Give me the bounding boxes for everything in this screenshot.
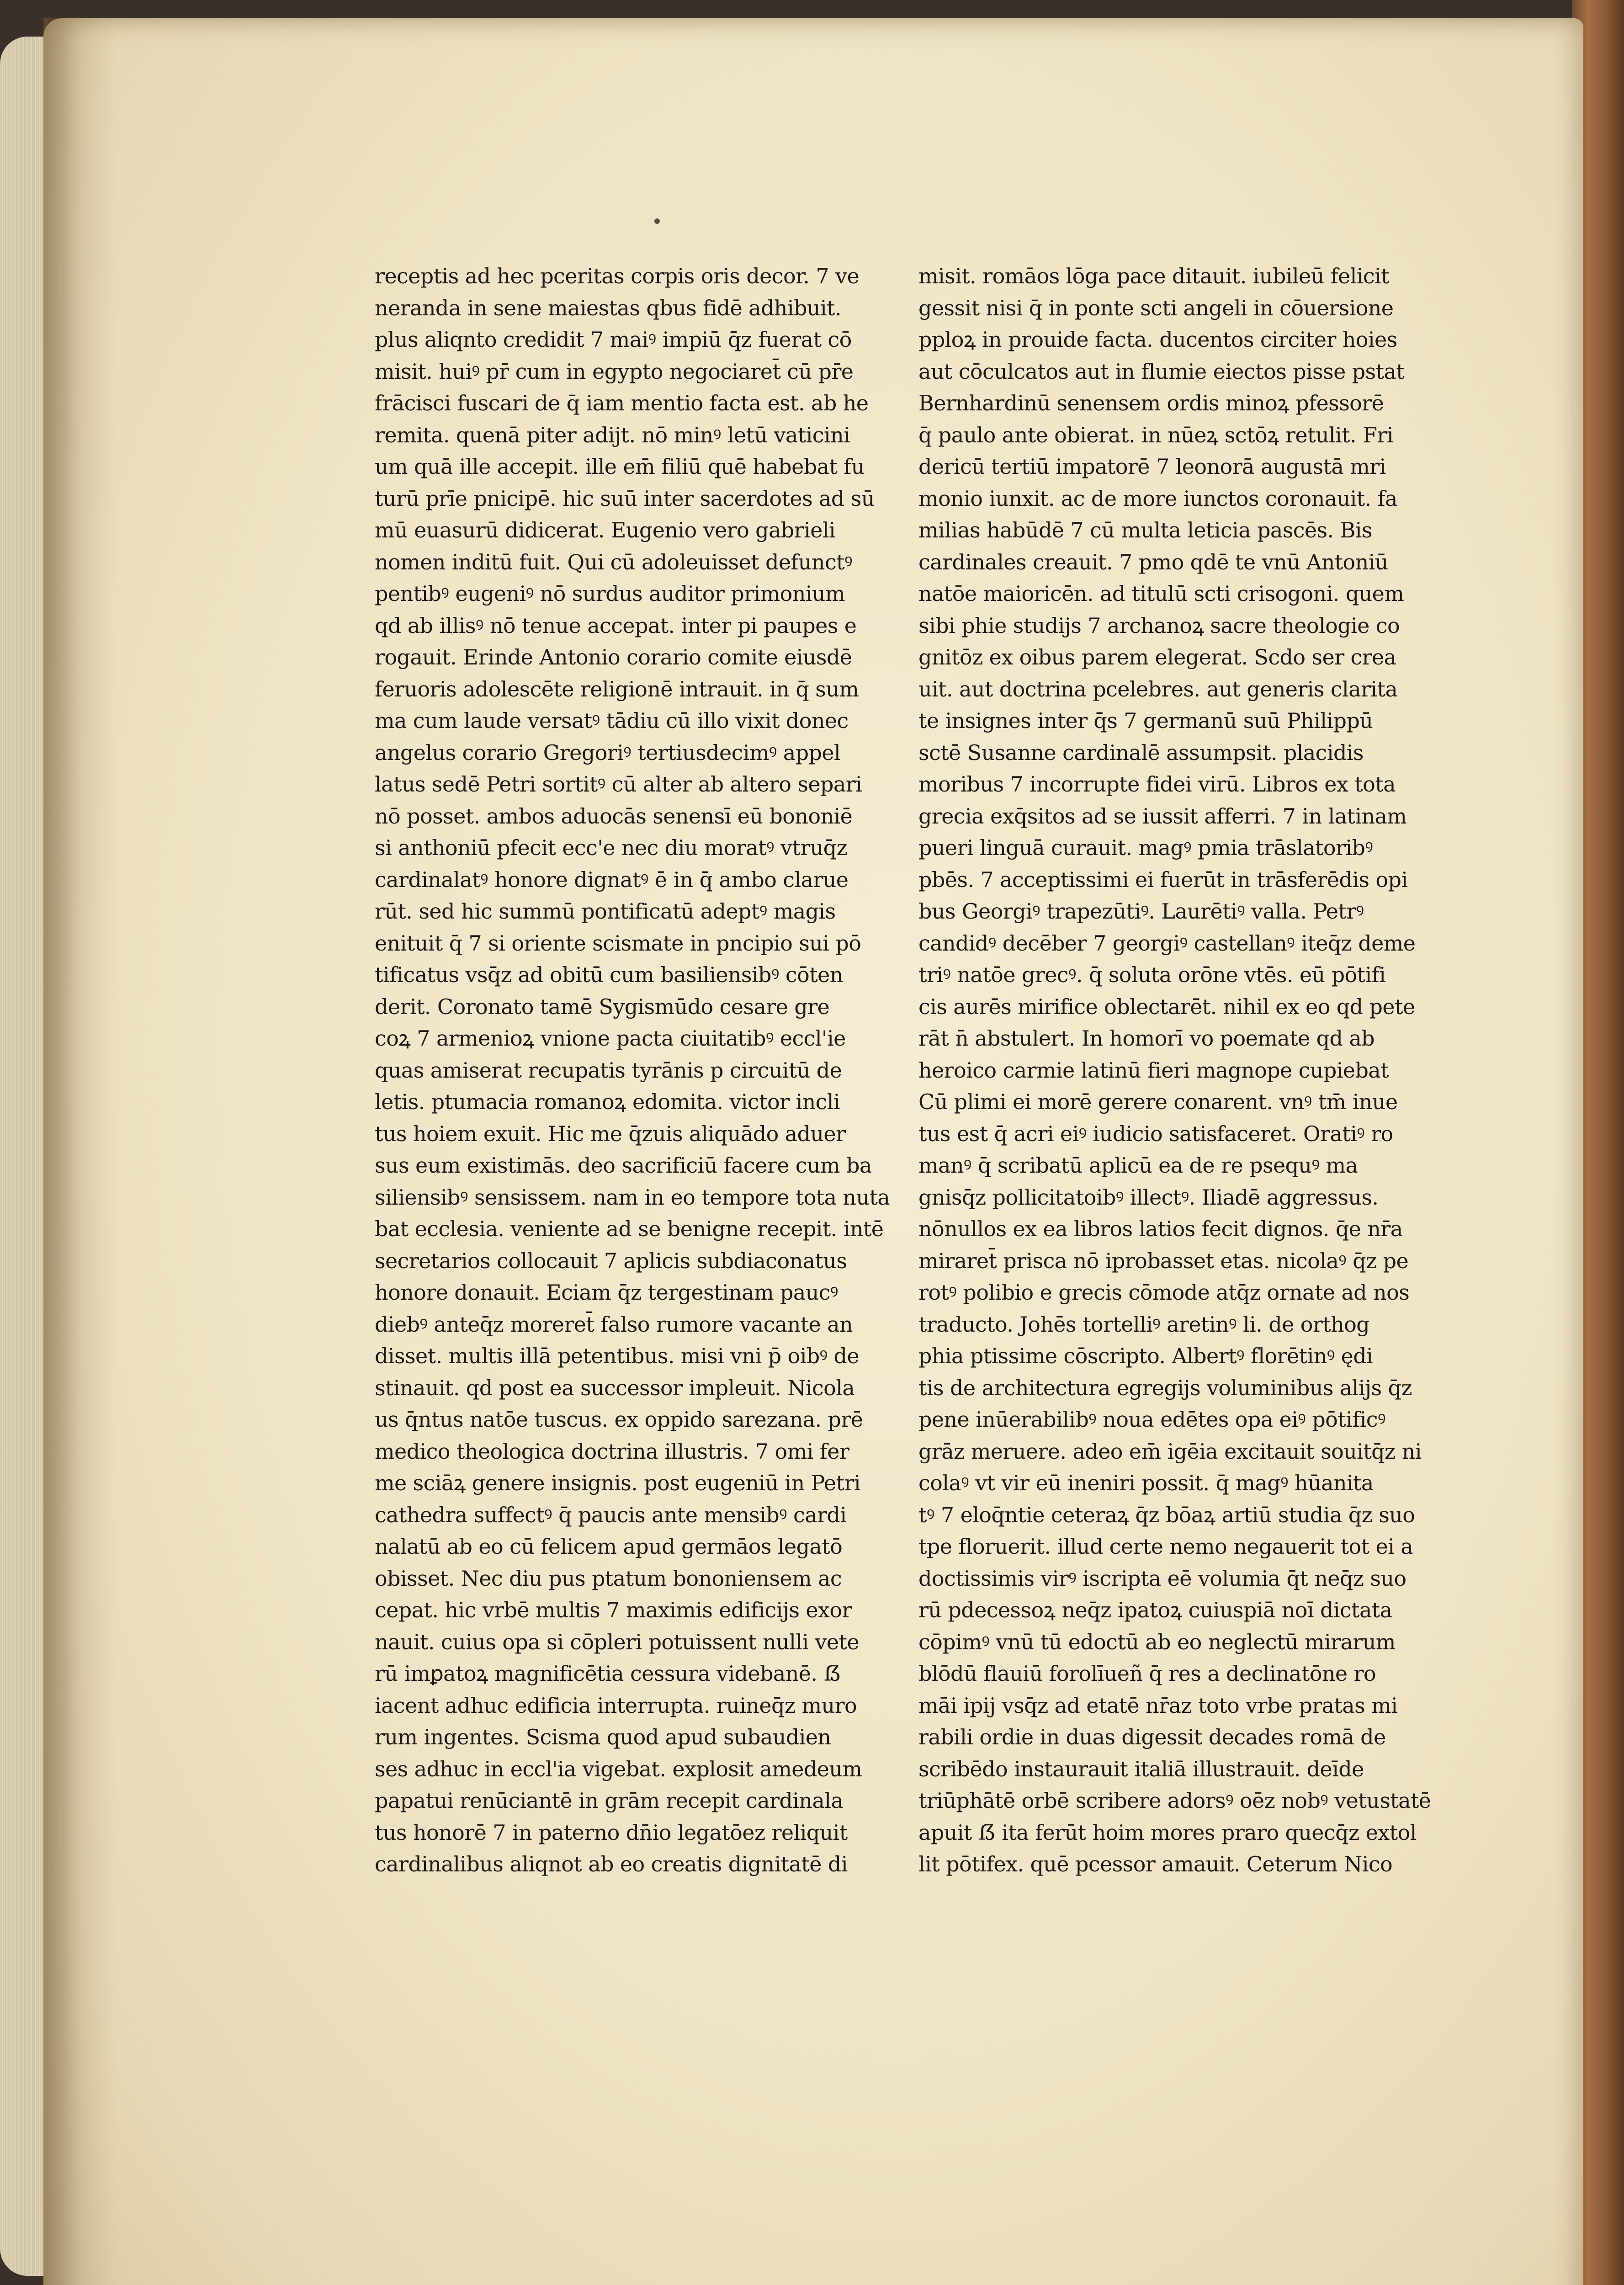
text-line: cardinalatꝰ honore dignatꝰ ē in q̄ ambo clarue <box>375 867 849 892</box>
text-line: dericū tertiū impatorē 7 leonorā augustā mri <box>918 454 1386 479</box>
text-line: pueri linguā curauit. magꝰ pmia trāslatoribꝰ <box>918 835 1373 860</box>
text-line: cardinalibus aliqnot ab eo creatis dignitatē di <box>375 1852 848 1876</box>
text-line: miraret̄ prisca nō iprobasset etas. nicolaꝰ q̄z pe <box>918 1248 1409 1273</box>
text-line: coꝝ 7 armenioꝝ vnione pacta ciuitatibꝰ eccl'ie <box>375 1026 846 1051</box>
text-line: rūt. sed hic summū pontificatū adeptꝰ magis <box>375 899 836 924</box>
text-line: tificatus vsq̄z ad obitū cum basiliensibꝰ cōten <box>375 962 843 987</box>
text-line: triꝰ natōe grecꝰ. q̄ soluta orōne vtēs. eū pōtifi <box>918 962 1386 987</box>
text-column-right <box>918 260 1458 1881</box>
text-line: mū euasurū didicerat. Eugenio vero gabrieli <box>375 518 835 542</box>
text-line: māi ipij vsq̄z ad etatē nr̄az toto vrbe pratas mi <box>918 1693 1398 1718</box>
text-line: uit. aut doctrina pcelebres. aut generis clarita <box>918 676 1398 701</box>
text-line: doctissimis virꝰ iscripta eē volumia q̄t neq̄z suo <box>918 1566 1406 1591</box>
text-line: rotꝰ polibio e grecis cōmode atq̄z ornate ad nos <box>918 1280 1410 1305</box>
text-line: misit. romāos lōga pace ditauit. iubileū felicit <box>918 264 1390 288</box>
text-line: nōnullos ex ea libros latios fecit dignos. q̄e nr̄a <box>918 1217 1403 1241</box>
text-line: neranda in sene maiestas qbus fidē adhibuit. <box>375 295 841 320</box>
text-line: cōpimꝰ vnū tū edoctū ab eo neglectū mirarum <box>918 1629 1396 1654</box>
text-line: colaꝰ vt vir eū ineniri possit. q̄ magꝰ hūanita <box>918 1471 1374 1495</box>
text-line: sctē Susanne cardinalē assumpsit. placidis <box>918 740 1364 765</box>
text-line: phia ptissime cōscripto. Albertꝰ florētinꝰ ędi <box>918 1344 1373 1368</box>
text-line: turū prīe pnicipē. hic suū inter sacerdotes ad sū <box>375 486 875 511</box>
text-line: q̄ paulo ante obierat. in nūeꝝ sctōꝝ retulit. Fri <box>918 422 1393 447</box>
text-line: cis aurēs mirifice oblectarēt. nihil ex eo qd pete <box>918 994 1415 1019</box>
text-line: sibi phie studijs 7 archanoꝝ sacre theologie co <box>918 613 1400 638</box>
text-line: pbēs. 7 acceptissimi ei fuerūt in trāsferēdis opi <box>918 867 1408 892</box>
text-line: iacent adhuc edificia interrupta. ruineq̄z muro <box>375 1693 857 1718</box>
text-line: papatui renūciantē in grām recepit cardinala <box>375 1788 844 1813</box>
text-line: qd ab illisꝰ nō tenue accepat. inter pi paupes e <box>375 613 857 638</box>
text-line: rāt n̄ abstulert. In homorī vo poemate qd ab <box>918 1026 1375 1051</box>
text-line: tus honorē 7 in paterno dn̄io legatōez reliquit <box>375 1820 848 1845</box>
text-line: traducto. Johēs tortelliꝰ aretinꝰ li. de orthog <box>918 1312 1370 1337</box>
text-line: cathedra suffectꝰ q̄ paucis ante mensibꝰ cardi <box>375 1502 847 1527</box>
text-line: te insignes inter q̄s 7 germanū suū Philippū <box>918 708 1373 733</box>
text-line: ses adhuc in eccl'ia vigebat. explosit amedeum <box>375 1756 862 1781</box>
text-line: diebꝰ anteq̄z moreret̄ falso rumore vacante an <box>375 1312 853 1337</box>
text-line: secretarios collocauit 7 aplicis subdiaconatus <box>375 1248 847 1273</box>
text-line: latus sedē Petri sortitꝰ cū alter ab altero separi <box>375 772 862 797</box>
text-line: pploꝝ in prouide facta. ducentos circiter hoies <box>918 327 1397 352</box>
text-line: angelus corario Gregoriꝰ tertiusdecimꝰ appel <box>375 740 841 765</box>
text-line: me sciāꝝ genere insignis. post eugeniū in Petri <box>375 1471 860 1495</box>
text-line: misit. huiꝰ pr̄ cum in egypto negociaret̄ cū pr̄e <box>375 359 854 384</box>
text-line: rogauit. Erinde Antonio corario comite eiusdē <box>375 645 852 670</box>
text-line: rabili ordie in duas digessit decades romā de <box>918 1725 1386 1749</box>
text-line: derit. Coronato tamē Sygismūdo cesare gre <box>375 994 830 1019</box>
text-line: triūphātē orbē scribere adorsꝰ oēz nobꝰ vetustatē <box>918 1788 1431 1813</box>
text-line: cepat. hic vrbē multis 7 maximis edificijs exor <box>375 1598 852 1622</box>
text-line: milias habūdē 7 cū multa leticia pascēs. Bis <box>918 518 1372 542</box>
text-line: honore donauit. Eciam q̄z tergestinam paucꝰ <box>375 1280 838 1305</box>
text-line: receptis ad hec pceritas corpis oris decor. 7 ve <box>375 264 860 288</box>
text-line: scribēdo instaurauit italiā illustrauit. deīde <box>918 1756 1364 1781</box>
page-mark <box>654 218 660 224</box>
text-line: tpe floruerit. illud certe nemo negauerit tot ei a <box>918 1534 1413 1559</box>
text-line: apuit ẞ ita ferūt hoim mores praro quecq̄z extol <box>918 1820 1417 1845</box>
text-line: moribus 7 incorrupte fidei virū. Libros ex tota <box>918 772 1396 797</box>
text-line: sus eum existimās. deo sacrificiū facere cum ba <box>375 1153 872 1178</box>
text-line: bat ecclesia. veniente ad se benigne recepit. intē <box>375 1217 884 1241</box>
text-line: ma cum laude versatꝰ tādiu cū illo vixit donec <box>375 708 849 733</box>
text-line: manꝰ q̄ scribatū aplicū ea de re psequꝰ ma <box>918 1153 1358 1178</box>
text-line: medico theologica doctrina illustris. 7 omi fer <box>375 1439 849 1464</box>
gutter-shadow <box>43 18 117 2285</box>
text-line: nalatū ab eo cū felicem apud germāos legatō <box>375 1534 843 1559</box>
text-line: gessit nisi q̄ in ponte scti angeli in cōuersione <box>918 295 1394 320</box>
text-line: grāz meruere. adeo em̄ igēia excitauit souitq̄z ni <box>918 1439 1422 1464</box>
text-line: quas amiserat recupatis tyrānis p circuitū de <box>375 1057 842 1083</box>
text-line: pene inūerabilibꝰ noua edētes opa eiꝰ pōtificꝰ <box>918 1407 1385 1432</box>
text-line: tus est q̄ acri eiꝰ iudicio satisfaceret. Oratiꝰ ro <box>918 1121 1393 1146</box>
text-line: si anthoniū pfecit ecc'e nec diu moratꝰ vtruq̄z <box>375 835 848 860</box>
text-line: nauit. cuius opa si cōpleri potuissent nulli vete <box>375 1629 860 1654</box>
text-line: cardinales creauit. 7 pmo qdē te vnū Antoniū <box>918 549 1388 574</box>
text-line: Bernhardinū senensem ordis minoꝝ pfessorē <box>918 391 1384 415</box>
text-line: lit pōtifex. quē pcessor amauit. Ceterum Nico <box>918 1852 1393 1876</box>
text-line: Cū plimi ei morē gerere conarent. vnꝰ tm̄ inue <box>918 1089 1398 1114</box>
text-line: blōdū flauiū forolīueñ q̄ res a declinatōne ro <box>918 1661 1376 1686</box>
text-line: natōe maioricēn. ad titulū scti crisogoni. quem <box>918 581 1404 606</box>
text-line: monio iunxit. ac de more iunctos coronauit. fa <box>918 486 1397 511</box>
text-line: disset. multis illā petentibus. misi vni p̄ oibꝰ de <box>375 1344 860 1368</box>
text-line: tus hoiem exuit. Hic me q̄zuis aliquādo aduer <box>375 1121 846 1146</box>
text-line: plus aliqnto credidit 7 maiꝰ impiū q̄z fuerat cō <box>375 327 852 352</box>
text-line: siliensibꝰ sensissem. nam in eo tempore tota nuta <box>375 1185 890 1210</box>
text-line: enituit q̄ 7 si oriente scismate in pncipio sui pō <box>375 930 861 956</box>
text-line: stinauit. qd post ea successor impleuit. Nicola <box>375 1375 855 1400</box>
text-line: nō posset. ambos aduocās senensī eū bononiē <box>375 803 853 829</box>
text-line: us q̄ntus natōe tuscus. ex oppido sarezana. prē <box>375 1407 863 1432</box>
text-line: grecia exq̄sitos ad se iussit afferri. 7 in latinam <box>918 803 1407 829</box>
text-line: candidꝰ decēber 7 georgiꝰ castellanꝰ iteq̄z deme <box>918 930 1416 956</box>
text-line: nomen inditū fuit. Qui cū adoleuisset defunctꝰ <box>375 549 852 574</box>
text-line: rū pdecessoꝝ neq̄z ipatoꝝ cuiuspiā noī dictata <box>918 1598 1392 1622</box>
text-line: rū imꝑatoꝝ magnificētia cessura videbanē. ẞ <box>375 1661 841 1686</box>
text-line: aut cōculcatos aut in flumie eiectos pisse pstat <box>918 359 1405 384</box>
text-line: bus Georgiꝰ trapezūtiꝰ. Laurētiꝰ valla. Petrꝰ <box>918 899 1364 924</box>
text-line: um quā ille accepit. ille em̄ filiū quē habebat fu <box>375 454 865 479</box>
text-line: rum ingentes. Scisma quod apud subaudien <box>375 1725 831 1749</box>
text-line: gnisq̄z pollicitatoibꝰ illectꝰ. Iliadē aggressus. <box>918 1185 1379 1210</box>
text-line: remita. quenā piter adijt. nō minꝰ letū vaticini <box>375 422 850 447</box>
text-line: pentibꝰ eugeniꝰ nō surdus auditor primonium <box>375 581 845 606</box>
text-line: heroico carmie latinū fieri magnope cupiebat <box>918 1057 1389 1083</box>
text-line: feruoris adolescēte religionē intrauit. in q̄ sum <box>375 676 859 701</box>
text-line: tis de architectura egregijs voluminibus alijs q̄z <box>918 1375 1412 1400</box>
text-line: letis. ptumacia romanoꝝ edomita. victor incli <box>375 1089 840 1114</box>
text-line: obisset. Nec diu pus ptatum bononiensem ac <box>375 1566 842 1591</box>
text-line: tꝰ 7 eloq̄ntie ceteraꝝ q̄z bōaꝝ artiū studia q̄z suo <box>918 1502 1415 1527</box>
text-column-left <box>375 260 914 1881</box>
text-line: frācisci fuscari de q̄ iam mentio facta est. ab he <box>375 391 869 415</box>
text-line: gnitōz ex oibus parem elegerat. Scdo ser crea <box>918 645 1396 670</box>
